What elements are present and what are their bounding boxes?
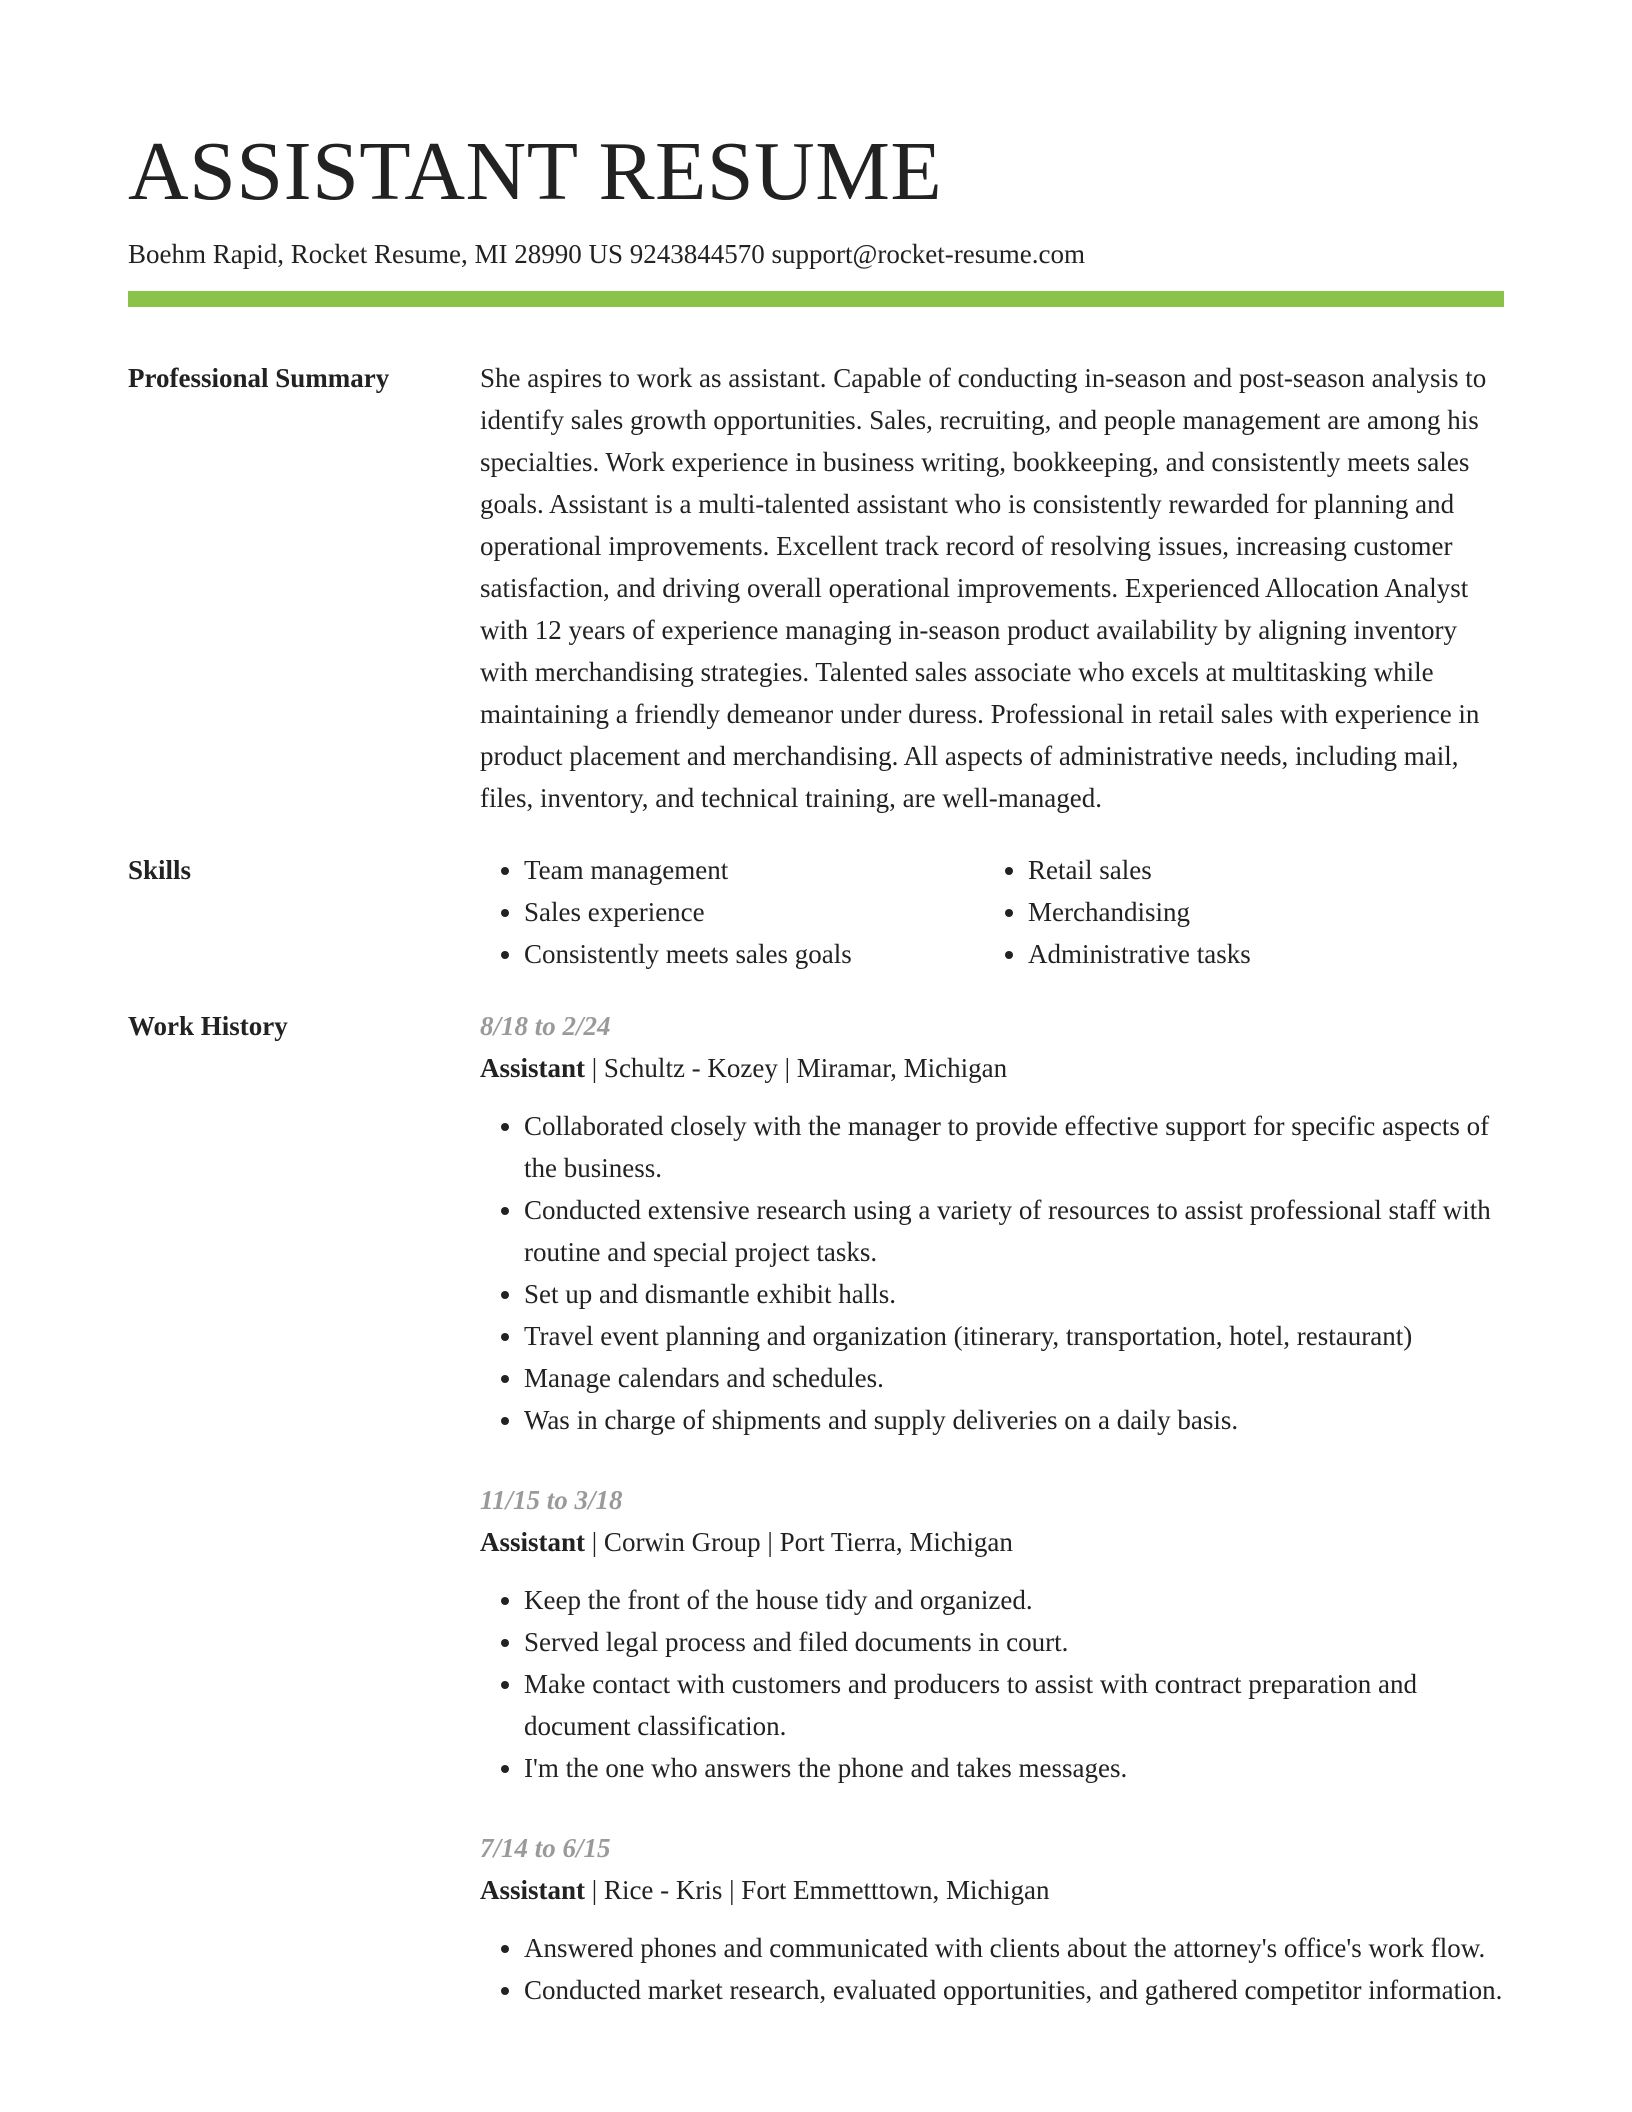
contact-phone: 9243844570 [629,239,765,269]
section-label-work: Work History [128,1011,288,1041]
skills-column-left [480,849,984,975]
skill-item: • Retail sales [1028,849,1251,891]
professional-summary-section [128,357,1504,819]
job-bullet-list [480,1927,1504,2011]
job-dates: 7/14 to 6/15 [480,1833,611,1863]
summary-text: She aspires to work as assistant. Capable of conducting in-season and post-season analysis to identify sales growth opportunities. Sales, recruiting, and people management are among his specialties. Work experience in business writing, bookkeeping, and consistently meets sales goals. Assistant is a multi-talented assistant who is consistently rewarded for planning and operational improvements. Excellent track record of resolving issues, increasing customer satisfaction, and driving overall operational improvements. Experienced Allocation Analyst with 12 years of experience managing in-season product availability by aligning inventory with merchandising strategies. Talented sales associate who excels at multitasking while maintaining a friendly demeanor under duress. Professional in retail sales with experience in product placement and merchandising. All aspects of administrative needs, including mail, files, inventory, and technical training, are well-managed. [480,363,1487,813]
job-bullet: • I'm the one who answers the phone and takes messages. [524,1747,1504,1789]
contact-email: support@rocket-resume.com [771,239,1085,269]
job-bullet: • Manage calendars and schedules. [524,1357,1504,1399]
job-bullet-list [480,1579,1504,1789]
job-heading [480,1521,1504,1563]
accent-divider [128,291,1504,307]
contact-line [128,236,1504,272]
contact-address: Boehm Rapid, Rocket Resume, MI 28990 US [128,239,623,269]
job-heading [480,1869,1504,1911]
job-title: Assistant [480,1875,586,1905]
job-bullet: • Collaborated closely with the manager to provide effective support for specific aspects of the business. [524,1105,1504,1189]
skills-grid [480,849,1504,975]
skills-column-right [984,849,1251,975]
job-entry [480,1479,1504,1789]
job-heading [480,1047,1504,1089]
job-bullet: • Keep the front of the house tidy and organized. [524,1579,1504,1621]
job-dates: 11/15 to 3/18 [480,1485,623,1515]
resume-page [128,120,1504,2049]
resume-title: ASSISTANT RESUME [128,125,943,218]
job-details: | Schultz - Kozey | Miramar, Michigan [585,1053,1008,1083]
job-bullet: • Set up and dismantle exhibit halls. [524,1273,1504,1315]
job-dates: 8/18 to 2/24 [480,1011,611,1041]
skills-section [128,849,1504,975]
job-details: | Rice - Kris | Fort Emmetttown, Michigan [585,1875,1050,1905]
skill-item: • Administrative tasks [1028,933,1251,975]
job-bullet: • Travel event planning and organization (itinerary, transportation, hotel, restaurant) [524,1315,1504,1357]
summary-body [480,357,1504,819]
section-label-skills: Skills [128,855,192,885]
job-bullet-list [480,1105,1504,1441]
skills-body [480,849,1504,975]
job-bullet: • Make contact with customers and producers to assist with contract preparation and document classification. [524,1663,1504,1747]
job-title: Assistant [480,1053,586,1083]
skill-item: • Consistently meets sales goals [524,933,984,975]
skill-item: • Sales experience [524,891,984,933]
job-bullet: • Answered phones and communicated with clients about the attorney's office's work flow. [524,1927,1504,1969]
job-bullet: • Served legal process and filed documents in court. [524,1621,1504,1663]
job-bullet: • Conducted extensive research using a variety of resources to assist professional staff with routine and special project tasks. [524,1189,1504,1273]
skill-item: • Team management [524,849,984,891]
work-history-section [128,1005,1504,2049]
job-details: | Corwin Group | Port Tierra, Michigan [585,1527,1013,1557]
job-bullet: • Conducted market research, evaluated opportunities, and gathered competitor information. [524,1969,1504,2011]
job-entry [480,1005,1504,1441]
section-label-summary: Professional Summary [128,363,390,393]
job-title: Assistant [480,1527,586,1557]
job-bullet: • Was in charge of shipments and supply deliveries on a daily basis. [524,1399,1504,1441]
skill-item: • Merchandising [1028,891,1251,933]
work-body [480,1005,1504,2049]
job-entry [480,1827,1504,2011]
